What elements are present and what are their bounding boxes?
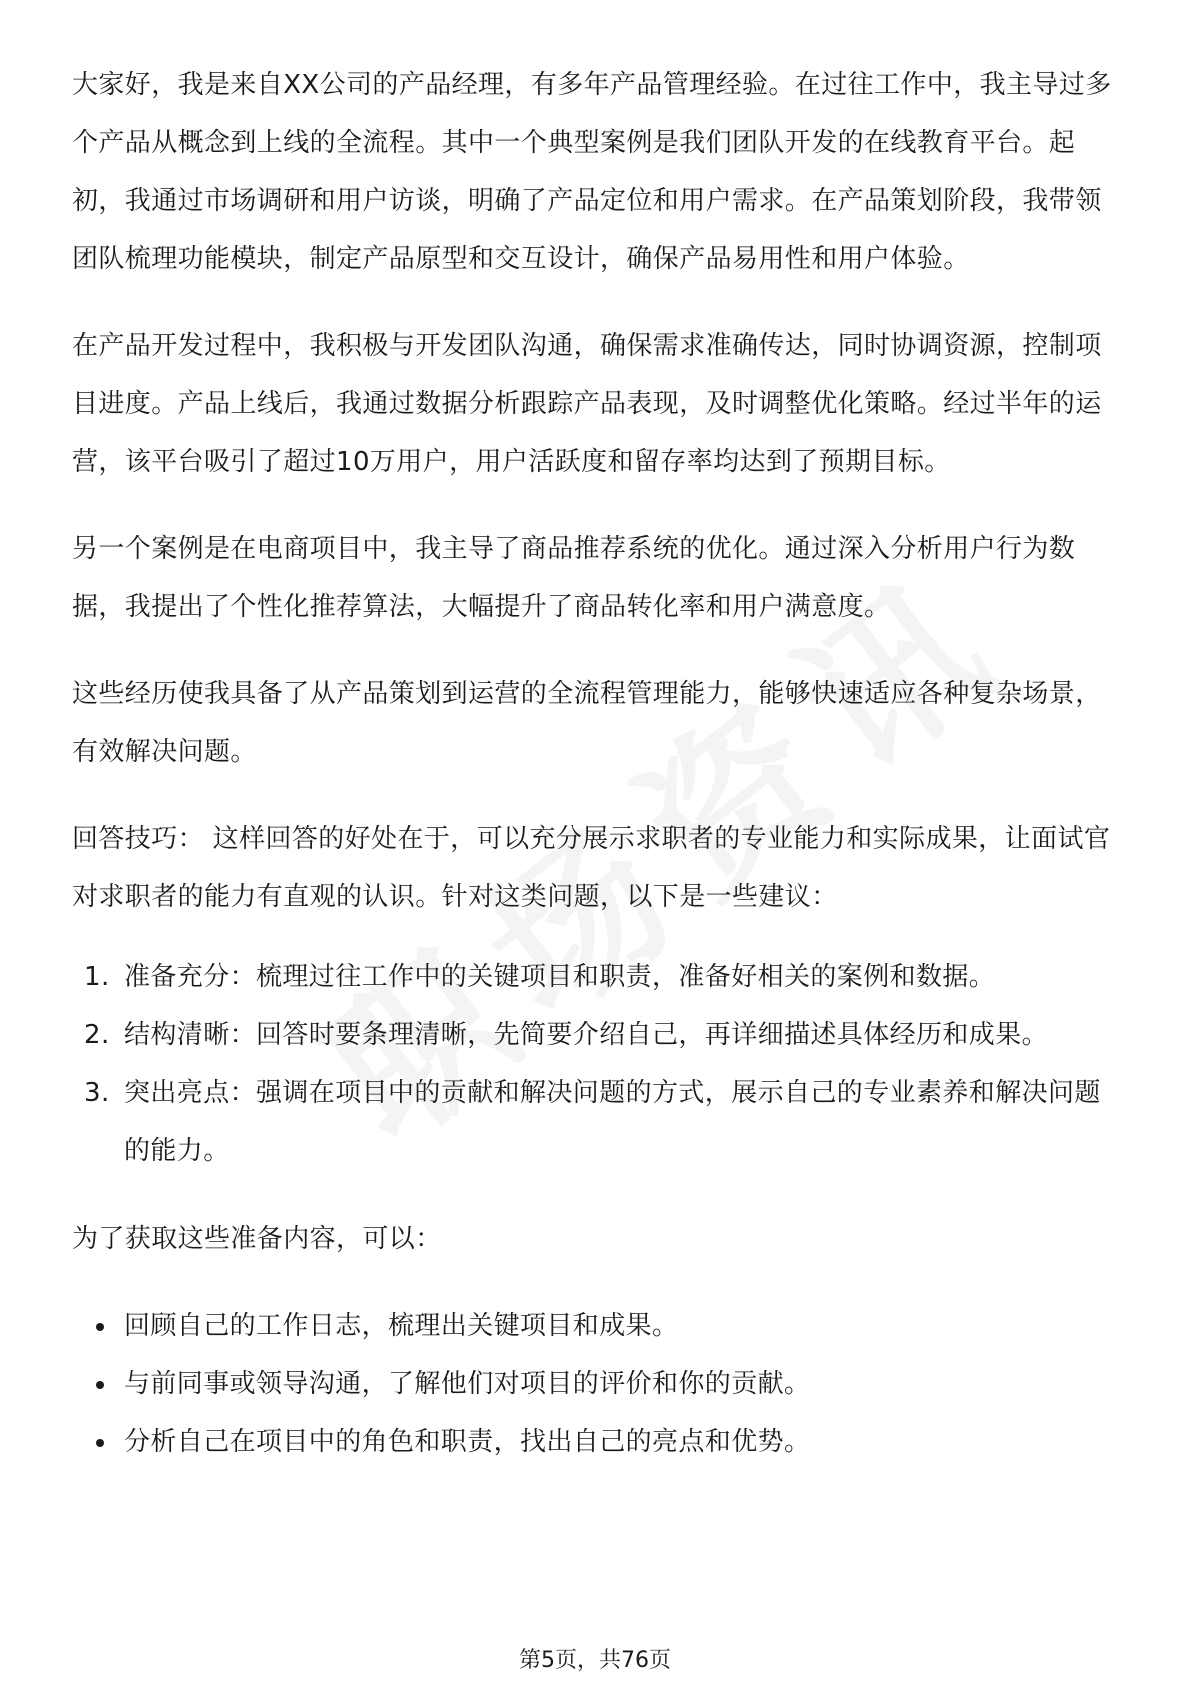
bullet-icon: [96, 1381, 104, 1389]
paragraph-intro: 大家好，我是来自XX公司的产品经理，有多年产品管理经验。在过往工作中，我主导过多个产品从概念到上线的全流程。其中一个典型案例是我们团队开发的在线教育平台。起初，我通过市场调研和用户访谈，明确了产品定位和用户需求。在产品策划阶段，我带领团队梳理功能模块，制定产品原型和交互设计，确保产品易用性和用户体验。: [72, 70, 1112, 274]
document-body: [72, 56, 1122, 1471]
list-item: [72, 1355, 1122, 1413]
list-item-text: 与前同事或领导沟通，了解他们对项目的评价和你的贡献。: [124, 1369, 811, 1399]
list-item-text: 结构清晰：回答时要条理清晰，先简要介绍自己，再详细描述具体经历和成果。: [124, 1020, 1049, 1050]
list-item: [72, 1006, 1122, 1064]
paragraph-ecommerce: 另一个案例是在电商项目中，我主导了商品推荐系统的优化。通过深入分析用户行为数据，我提出了个性化推荐算法，大幅提升了商品转化率和用户满意度。: [72, 534, 1076, 622]
paragraph-tips: 回答技巧： 这样回答的好处在于，可以充分展示求职者的专业能力和实际成果，让面试官对求职者的能力有直观的认识。针对这类问题，以下是一些建议：: [72, 824, 1111, 912]
list-item-text: 分析自己在项目中的角色和职责，找出自己的亮点和优势。: [124, 1427, 811, 1457]
list-item-text: 回顾自己的工作日志，梳理出关键项目和成果。: [124, 1311, 679, 1341]
paragraph-summary: 这些经历使我具备了从产品策划到运营的全流程管理能力，能够快速适应各种复杂场景，有效解决问题。: [72, 679, 1102, 767]
list-number: 1.: [84, 962, 110, 992]
list-item-text: 突出亮点：强调在项目中的贡献和解决问题的方式，展示自己的专业素养和解决问题的能力。: [124, 1078, 1101, 1166]
bullet-icon: [96, 1323, 104, 1331]
bullet-icon: [96, 1439, 104, 1447]
list-item-text: 准备充分：梳理过往工作中的关键项目和职责，准备好相关的案例和数据。: [124, 962, 996, 992]
list-item: [72, 1413, 1122, 1471]
list-item: [72, 948, 1122, 1006]
paragraph-prep-intro: 为了获取这些准备内容，可以：: [72, 1224, 442, 1254]
list-number: 2.: [84, 1020, 110, 1050]
prep-bullet-list: [72, 1297, 1122, 1471]
paragraph-development: 在产品开发过程中，我积极与开发团队沟通，确保需求准确传达，同时协调资源，控制项目进度。产品上线后，我通过数据分析跟踪产品表现，及时调整优化策略。经过半年的运营，该平台吸引了超过10万用户，用户活跃度和留存率均达到了预期目标。: [72, 331, 1102, 477]
list-item: [72, 1297, 1122, 1355]
list-item: [72, 1064, 1122, 1180]
suggestion-list: [72, 948, 1122, 1180]
page-footer: 第5页，共76页: [519, 1648, 671, 1673]
list-number: 3.: [84, 1078, 110, 1108]
